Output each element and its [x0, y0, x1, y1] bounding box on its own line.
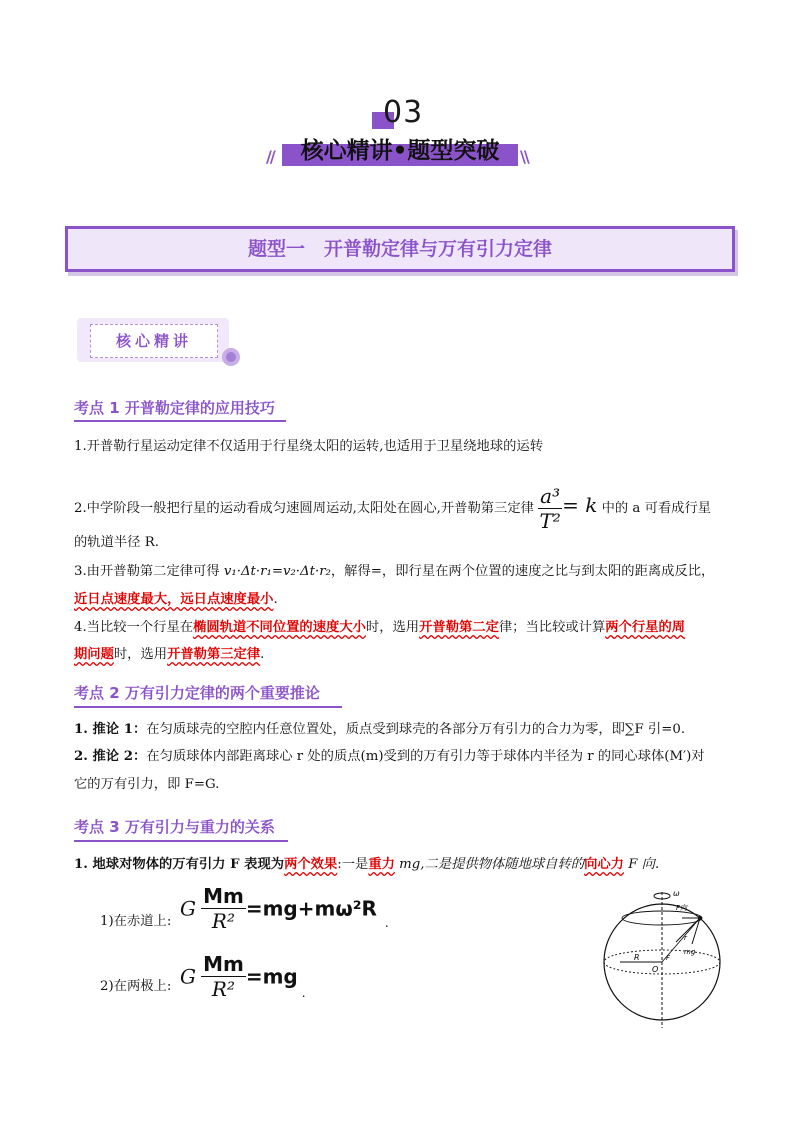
kp1-p3-text: 3.由开普勒第二定律可得: [74, 564, 224, 579]
eq1-fraction: [201, 884, 246, 933]
kp2-inference-2-text: 在匀质球体内部距离球心 r 处的质点(m)受到的万有引力等于球体内半径为 r 的同心球体(M′)对: [146, 749, 705, 764]
formula-equals-k: = k: [562, 493, 598, 517]
badge-dot-inner: [226, 352, 236, 362]
kp1-underline: [74, 420, 286, 422]
eq2-denominator: R²: [211, 977, 235, 1001]
eq1-rhs: =mg+mω²R: [245, 896, 377, 921]
r-small-label: r: [684, 934, 687, 942]
kp3-underline: [74, 840, 288, 842]
kp3-p1-text-a: 1. 地球对物体的万有引力 F 表现为: [74, 857, 285, 872]
topic-title: 题型一 开普勒定律与万有引力定律: [247, 238, 552, 260]
mg-label: mg: [684, 948, 696, 956]
eq2-numerator: Mm: [203, 952, 244, 976]
kp1-paragraph-3-cont: [74, 590, 730, 610]
kp2-inference-2-cont: 它的万有引力，即 F=G.: [74, 777, 220, 792]
kp1-p4-text-c: 律；当比较或计算: [498, 620, 606, 635]
kp1-p3-end: .: [273, 592, 278, 607]
kp3-heading: 考点 3 万有引力与重力的关系: [74, 818, 275, 836]
kp3-p1-highlight-3: 向心力: [584, 857, 624, 872]
eq1-denominator: R²: [211, 909, 235, 933]
right-slash-decoration: \\: [520, 147, 528, 166]
kp1-p2-after: 中的 a 可看成行星: [601, 501, 712, 516]
kp1-p4-highlight-4: 开普勒第三定律: [167, 647, 261, 662]
kp2-inference-1: [74, 720, 730, 740]
formula-numerator: a³: [540, 484, 561, 508]
section-title: 核心精讲•题型突破: [300, 138, 500, 164]
eq2-rhs: =mg: [245, 964, 298, 989]
kp1-p2-text: 2.中学阶段一般把行星的运动看成匀速圆周运动,太阳处在圆心,开普勒第三定律: [74, 501, 534, 516]
kp3-p1-text-b: :一是: [337, 857, 369, 872]
kp1-p3-text-b: ，解得=，即行星在两个位置的速度之比与到太阳的距离成反比，: [330, 564, 715, 579]
kp2-heading: 考点 2 万有引力定律的两个重要推论: [74, 684, 320, 702]
kp3-paragraph-1: [74, 855, 730, 875]
kp1-p4-highlight-1: 椭圆轨道不同位置的速度大小: [193, 620, 366, 635]
chapter-number: 03: [383, 95, 424, 130]
eq2-fraction: [201, 952, 246, 1001]
kp2-inference-1-text: 在匀质球壳的空腔内任意位置处，质点受到球壳的各部分万有引力的合力为零，即∑F 引=0.: [146, 722, 686, 737]
kp1-paragraph-1: 1.开普勒行星运动定律不仅适用于行星绕太阳的运转,也适用于卫星绕地球的运转: [74, 439, 544, 454]
eq1-numerator: Mm: [203, 884, 244, 908]
r-label: R: [634, 953, 640, 962]
eq2-G: G: [180, 964, 196, 989]
mass-point: [698, 916, 702, 920]
kp3-p1-highlight-2: 重力: [368, 857, 395, 872]
equator-equation: [180, 884, 389, 933]
kp1-p4-text-d: 时，选用: [113, 647, 168, 662]
kp2-inference-1-label: 1. 推论 1：: [74, 722, 147, 737]
kp3-p1-text-c: mg,二是提供物体随地球自转的: [394, 857, 585, 872]
o-label: O: [652, 965, 659, 974]
kp2-inference-2-label: 2. 推论 2：: [74, 749, 147, 764]
formula-denominator: T²: [539, 509, 561, 533]
kp1-p3-math: v₁·Δt·r₁=v₂·Δt·r₂: [223, 564, 331, 579]
kp1-p4-highlight-2: 开普勒第二定: [419, 620, 499, 635]
eq2-end: .: [301, 986, 306, 1000]
left-slash-decoration: //: [266, 147, 274, 166]
badge-label: 核心精讲: [115, 332, 192, 350]
equator-label: 1)在赤道上:: [100, 914, 172, 929]
f-centripetal-label: F向: [676, 904, 688, 912]
kp1-p3-highlight: 近日点速度最大，远日点速度最小: [74, 592, 274, 607]
kp1-heading: 考点 1 开普勒定律的应用技巧: [74, 399, 275, 417]
eq1-end: .: [384, 916, 389, 930]
kp1-paragraph-3: [74, 562, 730, 582]
f-label: F: [666, 954, 671, 962]
kp1-p4-text-a: 4.当比较一个行星在: [74, 620, 194, 635]
kp2-inference-2: [74, 747, 730, 767]
kp1-paragraph-2: [74, 478, 730, 536]
pole-label: 2)在两极上:: [100, 979, 172, 994]
pole-equation: [180, 952, 306, 1001]
earth-rotation-diagram: [600, 880, 730, 1030]
kepler-third-law-formula: [538, 484, 562, 533]
kp3-p1-text-d: F 向.: [623, 857, 660, 872]
kp1-p4-highlight-3b: 期问题: [74, 647, 114, 662]
kp1-p4-end: .: [260, 647, 265, 662]
kp2-underline: [74, 706, 342, 708]
omega-label: ω: [673, 889, 680, 898]
kp1-p4-text-b: 时，选用: [365, 620, 420, 635]
kp1-paragraph-4: [74, 618, 730, 638]
kp1-paragraph-2-cont: 的轨道半径 R.: [74, 535, 159, 550]
kp3-p1-highlight-1: 两个效果: [284, 857, 338, 872]
eq1-G: G: [180, 896, 196, 921]
kp1-paragraph-4-cont: [74, 645, 730, 665]
kp1-p4-highlight-3: 两个行星的周: [605, 620, 686, 635]
